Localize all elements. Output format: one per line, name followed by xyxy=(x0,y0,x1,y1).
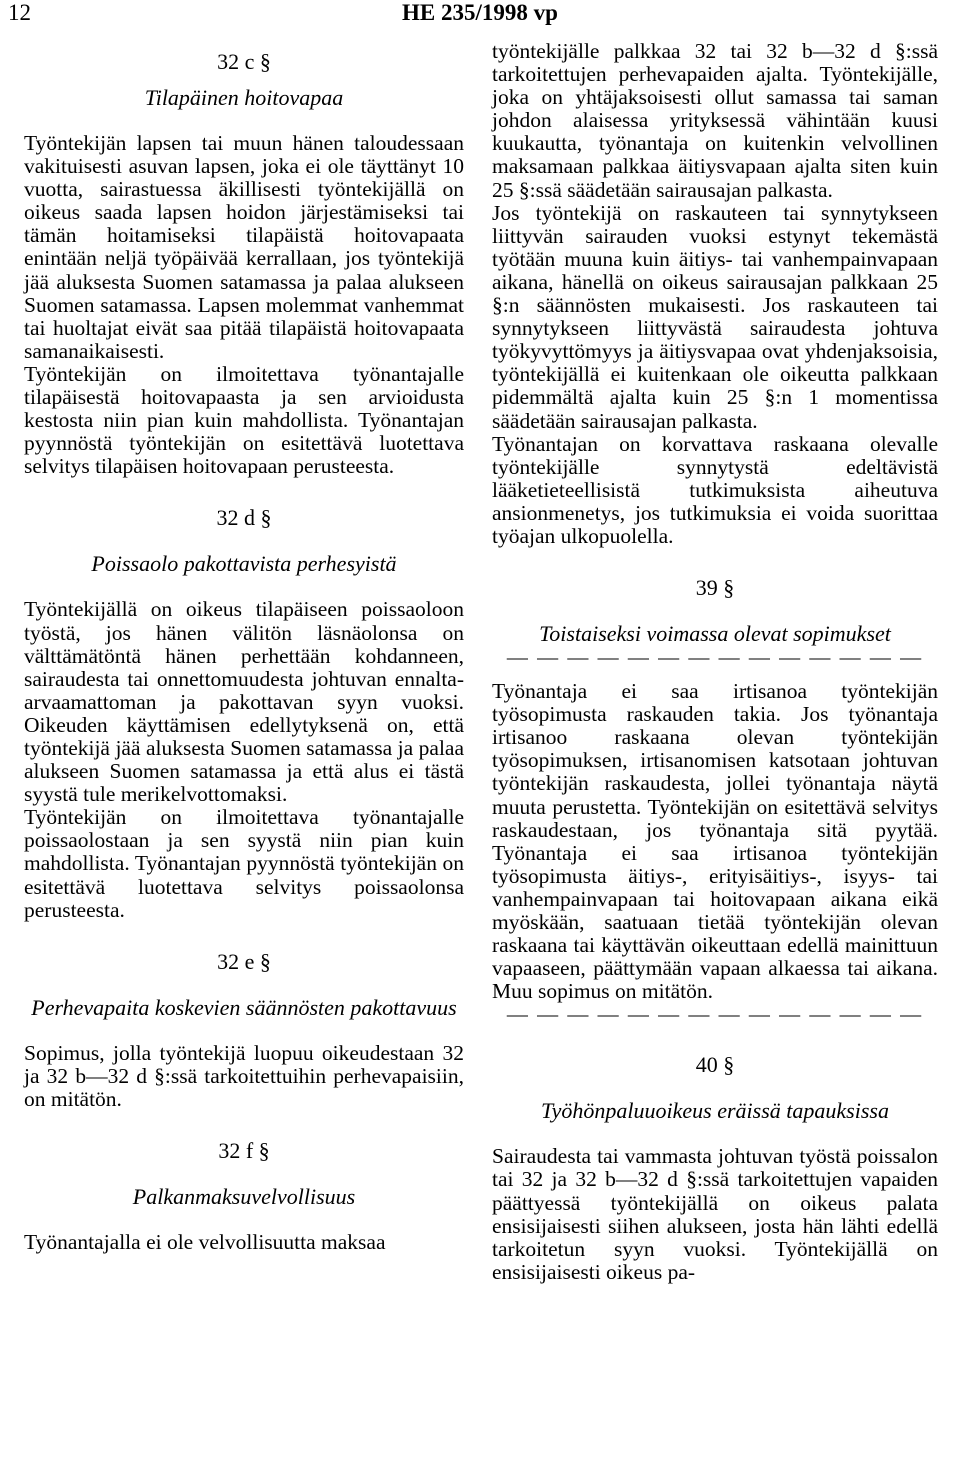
page-header xyxy=(0,0,960,34)
document-id: HE 235/1998 vp xyxy=(402,0,558,25)
section-number-32d: 32 d § xyxy=(216,505,272,531)
paragraph-32e-1: Sopimus, jolla työntekijä luopuu oikeudestaan 32 ja 32 b—32 d §:ssä tarkoitettuihin perhevapaisiin, on mitätön. xyxy=(24,1040,464,1111)
paragraph-cont-1: työntekijälle palkkaa 32 tai 32 b—32 d §:ssä tarkoitettujen perhevapaiden ajalta. Työntekijälle, joka on yhtäjaksoisesti ollut samassa tai saman johdon alaisessa yrityksessä vähintään kuusi kuukautta, työnantaja on kuitenkin velvollinen maksamaan palkkaa äitiysvapaan ajalta siten kuin 25 §:ssä säädetään sairausajan palkasta. xyxy=(492,39,938,202)
omission-dashes-2: — — — — — — — — — — — — — — xyxy=(506,1002,924,1027)
paragraph-32c-1: Työntekijän lapsen tai muun hänen taloudessaan vakituisesti asuvan lapsen, joka ei ole täyttänyt 10 vuotta, sairastuessa äkillisesti työntekijällä on oikeus saada lapsen hoidon järjestämiseksi tai tämän hoitamiseksi tilapäistä hoitovapaata enintään neljä työpäivää kerrallaan, jos työntekijä jää aluksesta Suomen satamassa ja palaa alukseen Suomen satamassa. Lapsen molemmat vanhemmat tai huoltajat eivät saa pitää tilapäistä hoitovapaata samanaikaisesti. xyxy=(24,131,464,363)
section-number-32c: 32 c § xyxy=(217,49,271,74)
section-number-39: 39 § xyxy=(695,575,735,601)
section-title-39: Toistaiseksi voimassa olevat sopimukset xyxy=(539,621,891,647)
section-title-32f: Palkanmaksuvelvollisuus xyxy=(132,1184,356,1209)
section-number-40: 40 § xyxy=(695,1052,735,1078)
paragraph-32d-2: Työntekijän on ilmoitettava työnantajalle poissaolostaan ja sen syystä niin pian kuin mahdollista. Työnantajan pyynnöstä työntekijän on esitettävä luotettava selvitys poissaolonsa perusteesta. xyxy=(24,805,464,922)
paragraph-cont-2: Jos työntekijä on raskauteen tai synnytykseen liittyvän sairauden vuoksi estynyt tekemästä työtään muuna kuin äitiys- tai vanhempainvapaan aikana, hänellä on oikeus sairausajan palkkaan 25 §:n säännösten mukaisesti. Jos raskauteen tai synnytykseen liittyvästä sairaudesta johtuva työkyvyttömyys ja äitiysvapaa ovat yhdenjaksoisia, työntekijällä ei kuitenkaan ole oikeutta palkkaan pidemmältä ajalta kuin 25 §:n 1 momentissa säädetään sairausajan palkasta. xyxy=(492,200,938,433)
paragraph-40-1: Sairaudesta tai vammasta johtuvan työstä poissalon tai 32 ja 32 b—32 d §:ssä tarkoitettujen vapaiden päättyessä työntekijällä on oikeus palata ensisijaisesti siihen alukseen, josta hän lähti edellä tarkoitetun syyn vuoksi. Työntekijällä on ensisijaisesti oikeus pa- xyxy=(492,1144,938,1284)
section-title-40: Työhönpaluuoikeus eräissä tapauksissa xyxy=(541,1098,889,1124)
section-title-32d: Poissaolo pakottavista perhesyistä xyxy=(91,551,397,577)
paragraph-39-1: Työnantaja ei saa irtisanoa työntekijän työsopimusta raskauden takia. Jos työnantaja irtisanoo raskaana olevan työntekijän työsopimuksen, irtisanomisen katsotaan johtuvan työntekijän raskaudesta, jollei työnantaja näytä muuta perustetta. Työntekijän on esitettävä selvitys raskaudestaan, jos työnantaja sitä pyytää. Työnantaja ei saa irtisanoa työntekijän työsopimusta äitiys-, erityisäitiys-, isyys- tai vanhempainvapaan tai hoitovapaan aikana eikä myöskään, saatuaan tietää työntekijän olevan raskaana tai käyttävän oikeuttaan edellä mainittuun vapaaseen, päättymään vapaan alkaessa tai aikana. Muu sopimus on mitätön. xyxy=(492,679,938,1004)
section-number-32e: 32 e § xyxy=(217,948,271,974)
section-title-32c: Tilapäinen hoitovapaa xyxy=(144,85,344,110)
section-title-32e: Perhevapaita koskevien säännösten pakottavuus xyxy=(31,994,457,1020)
omission-dashes-1: — — — — — — — — — — — — — — xyxy=(506,645,924,670)
left-column xyxy=(24,50,464,1254)
right-column xyxy=(492,40,938,1284)
paragraph-cont-3: Työnantajan on korvattava raskaana olevalle työntekijälle synnytystä edeltävistä lääketieteellisistä tutkimuksista aiheutuva ansionmenetys, jos tutkimuksia ei voida suorittaa työajan ulkopuolella. xyxy=(492,431,938,548)
paragraph-32f-1: Työnantajalla ei ole velvollisuutta maksaa xyxy=(24,1230,386,1254)
paragraph-32d-1: Työntekijällä on oikeus tilapäiseen poissaoloon työstä, jos hänen välitön läsnäolonsa on välttämätöntä hänen perhettään kohdanneen, sairaudesta tai onnettomuudesta johtuvan ennalta-arvaamattoman ja pakottavan syyn vuoksi. Oikeuden käyttämisen edellytyksenä on, että työntekijä jää aluksesta Suomen satamassa ja palaa alukseen Suomen satamassa ja että alus ei tästä syystä tule merikelvottomaksi. xyxy=(24,597,464,807)
page-number: 12 xyxy=(8,0,31,25)
section-number-32f: 32 f § xyxy=(218,1138,270,1163)
paragraph-32c-2: Työntekijän on ilmoitettava työnantajalle tilapäisestä hoitovapaasta ja sen arvioidusta kestosta niin pian kuin mahdollista. Työnantajan pyynnöstä työntekijän on esitettävä luotettava selvitys tilapäisen hoitovapaan perusteesta. xyxy=(24,361,464,479)
